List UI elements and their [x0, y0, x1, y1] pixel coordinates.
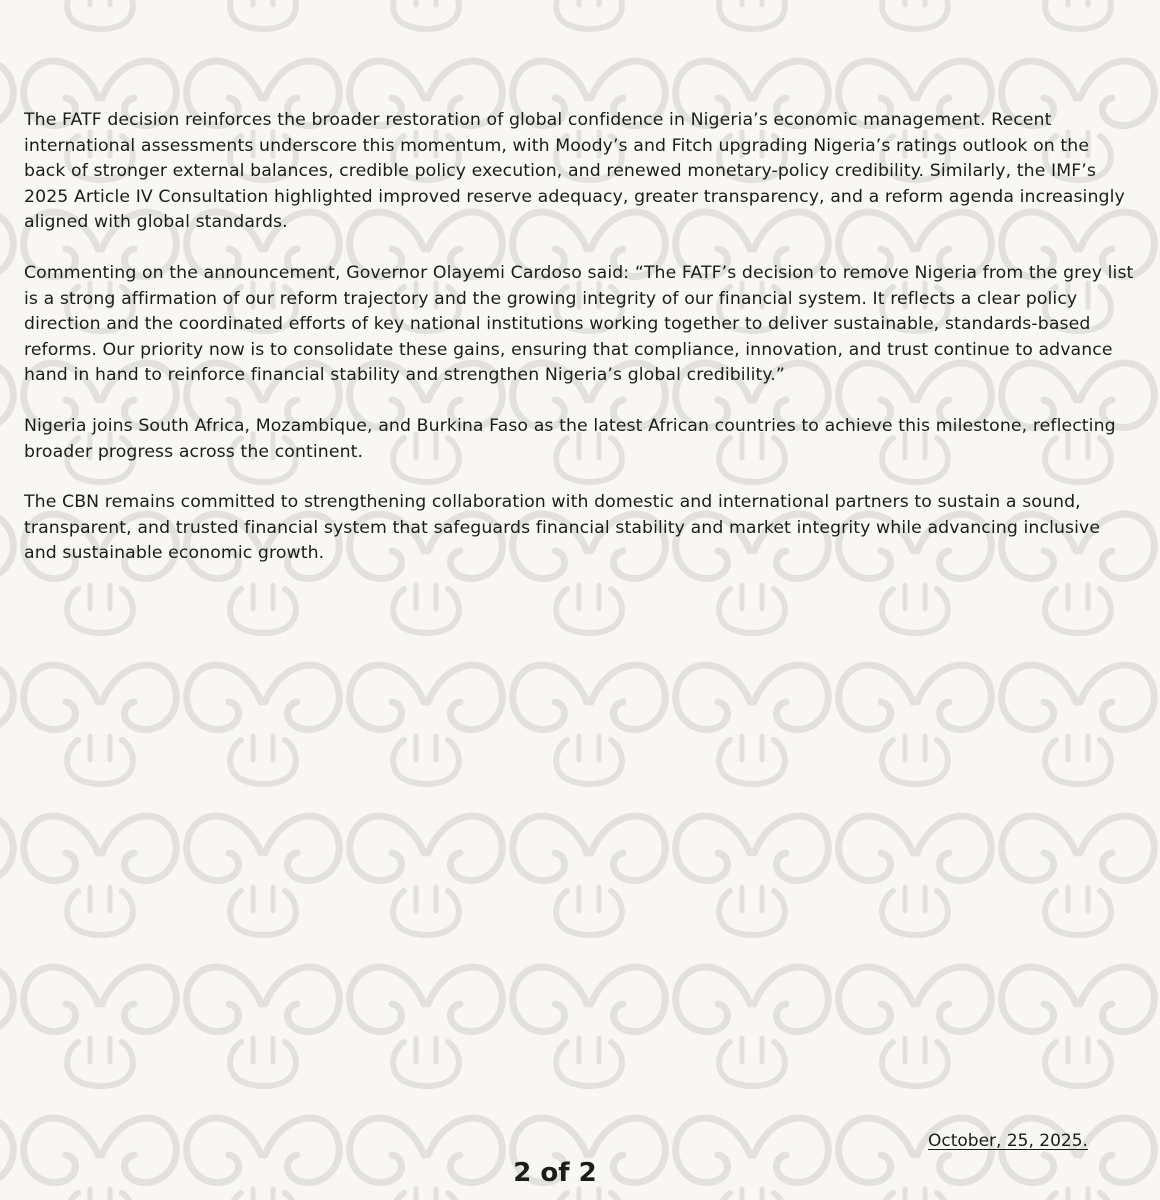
- document-body: [24, 108, 1136, 592]
- paragraph-fatf-decision: The FATF decision reinforces the broader restoration of global confidence in Nigeria’s economic management. Recent international assessments underscore this momentum, with Moody’s and Fitch upgrading Nigeria’s ratings outlook on the back of stronger external balances, credible policy execution, and renewed monetary-policy credibility. Similarly, the IMF’s 2025 Article IV Consultation highlighted improved reserve adequacy, greater transparency, and a reform agenda increasingly aligned with global standards.: [24, 110, 1125, 233]
- page-number: 2 of 2: [513, 1158, 597, 1188]
- paragraph-cbn-commitment: The CBN remains committed to strengthening collaboration with domestic and international partners to sustain a sound, transparent, and trusted financial system that safeguards financial stability and market integrity while advancing inclusive and sustainable economic growth.: [24, 492, 1101, 564]
- paragraph-african-countries: Nigeria joins South Africa, Mozambique, and Burkina Faso as the latest African countries to achieve this milestone, reflecting broader progress across the continent.: [24, 415, 1116, 462]
- paragraph-governor-quote: Commenting on the announcement, Governor Olayemi Cardoso said: “The FATF’s decision to remove Nigeria from the grey list is a strong affirmation of our reform trajectory and the growing integrity of our financial system. It reflects a clear policy direction and the coordinated efforts of key national institutions working together to deliver sustainable, standards-based reforms. Our priority now is to consolidate these gains, ensuring that compliance, innovation, and trust continue to advance hand in hand to reinforce financial stability and strengthen Nigeria’s global credibility.”: [24, 262, 1134, 386]
- document-date: October, 25, 2025.: [928, 1131, 1088, 1151]
